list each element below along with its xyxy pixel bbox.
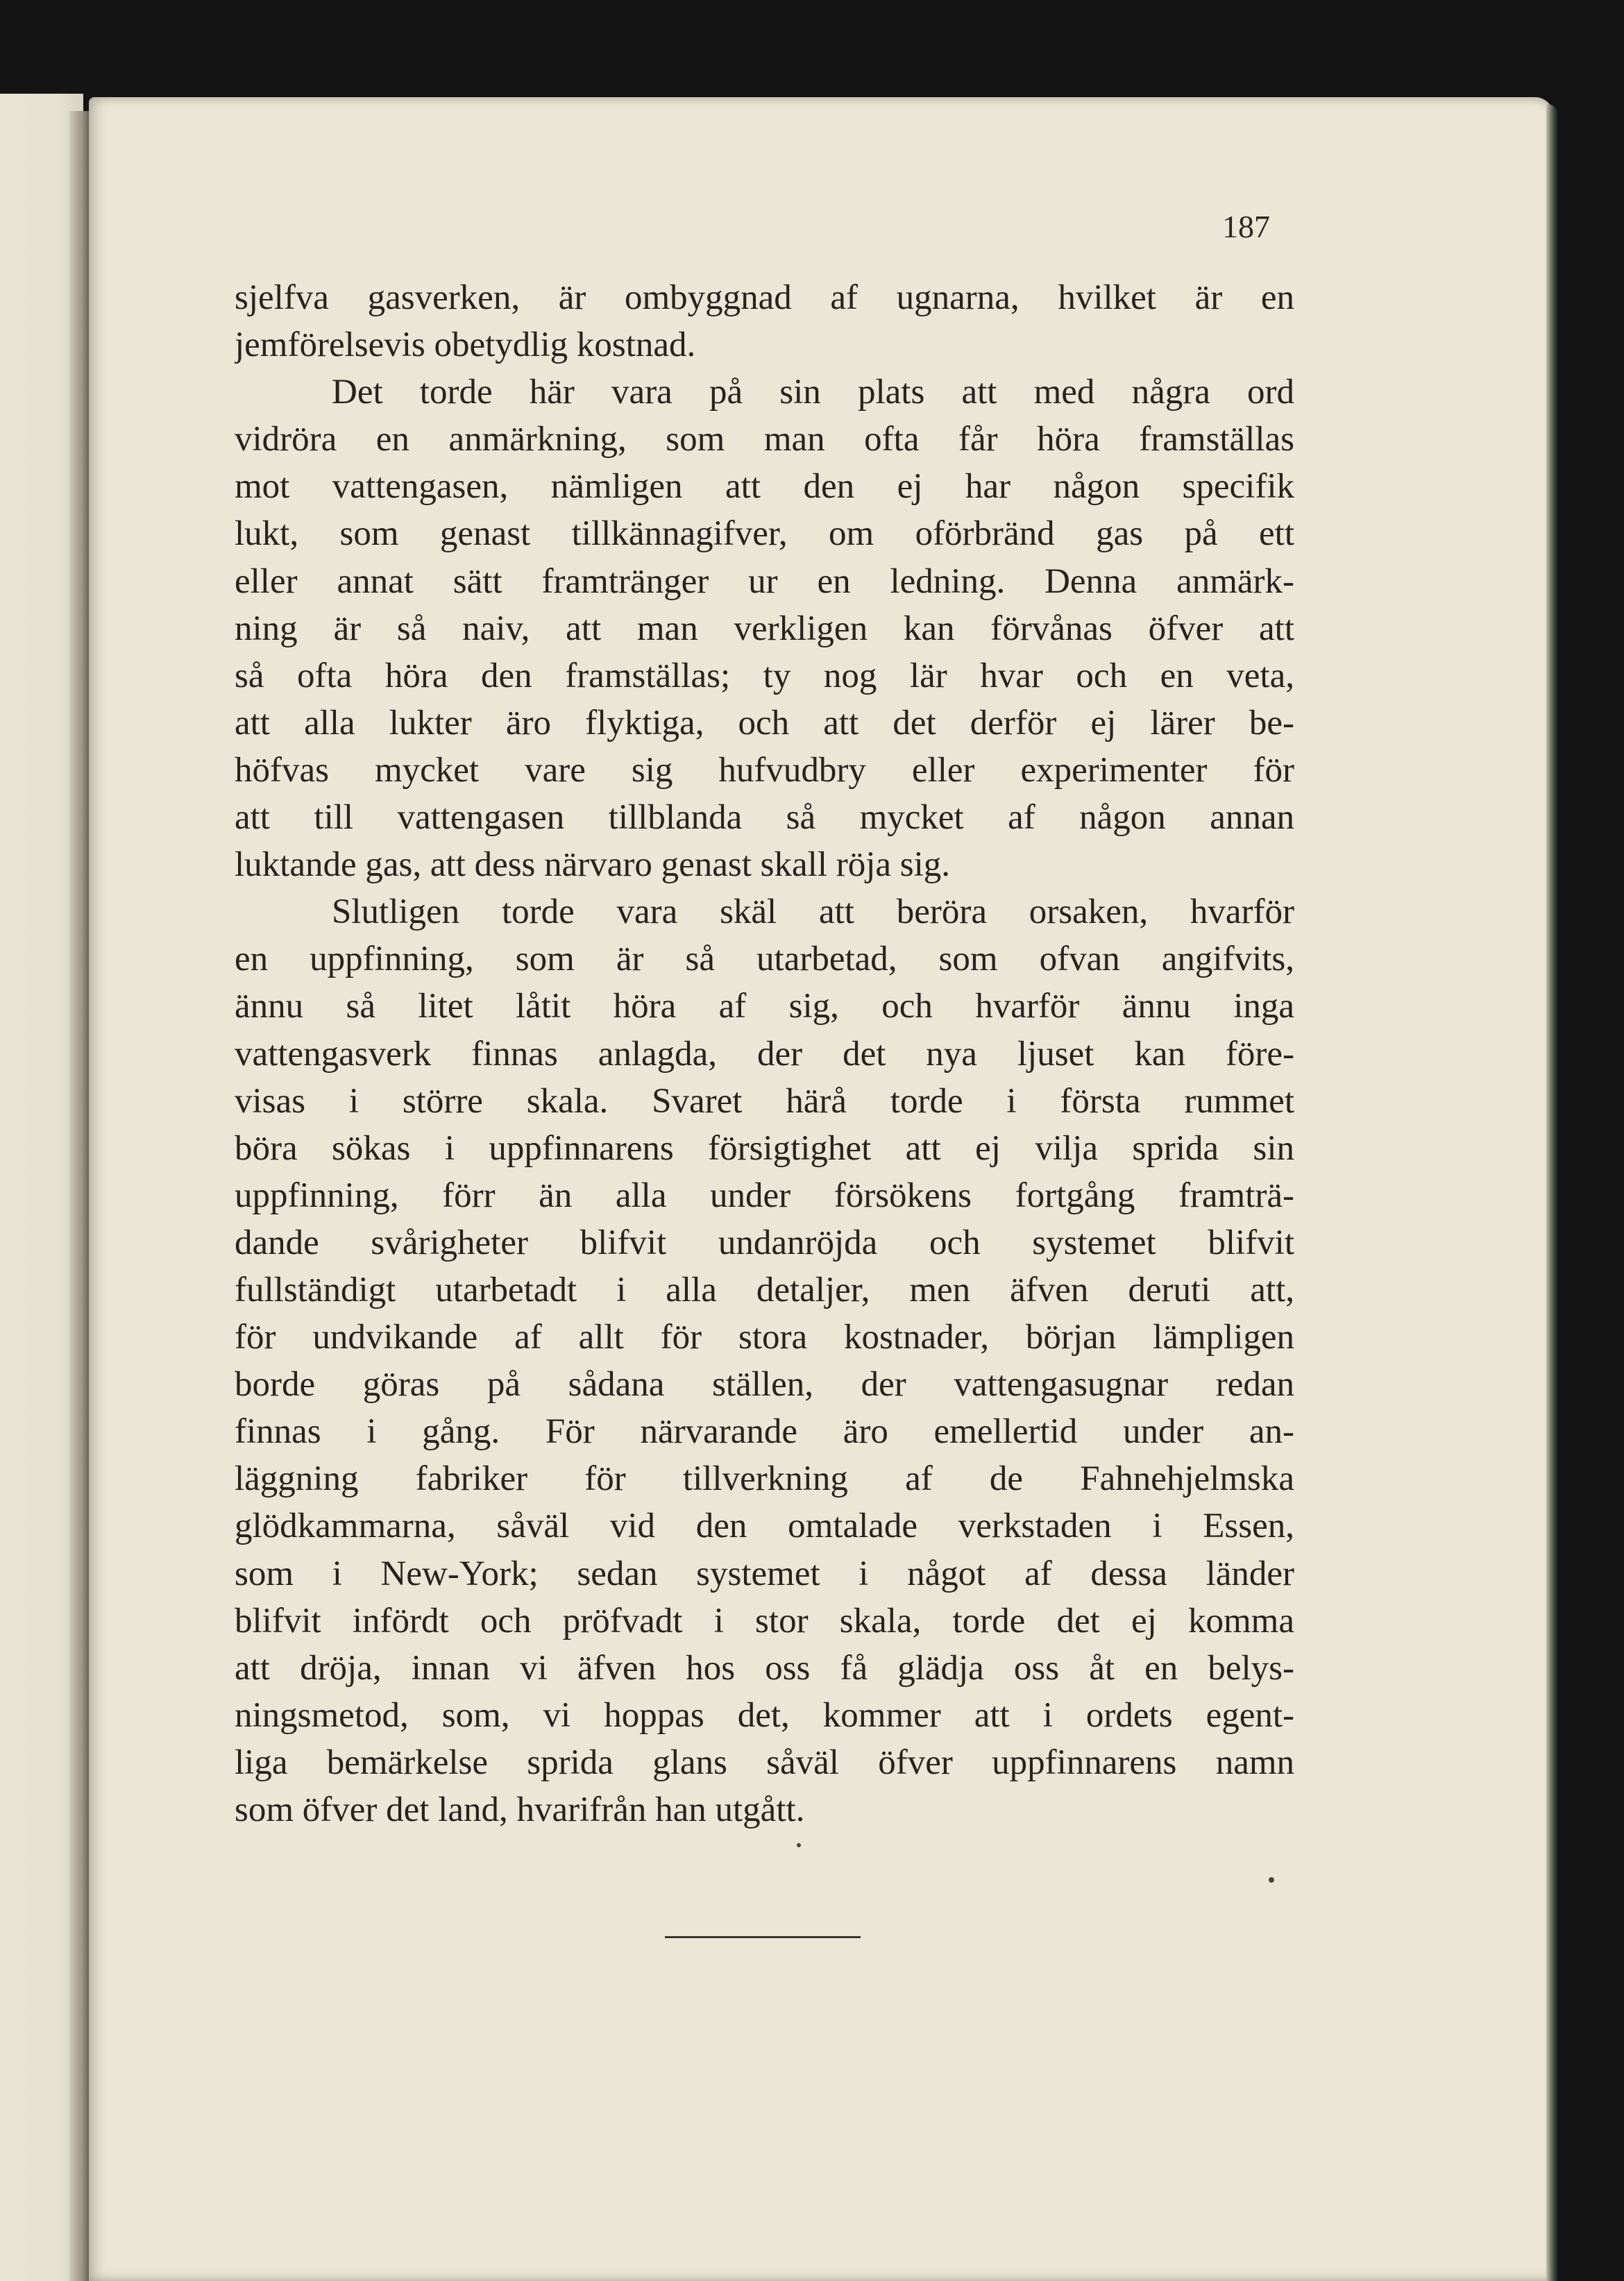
paper-speck	[1269, 1877, 1274, 1883]
text-line: en uppfinning, som är så utarbetad, som ofvan angifvits,	[235, 940, 1294, 979]
paper-speck	[797, 1843, 801, 1847]
text-line: liga bemärkelse sprida glans såväl öfver uppfinnarens namn	[235, 1742, 1294, 1782]
text-line: så ofta höra den framställas; ty nog lär hvar och en veta,	[235, 656, 1294, 695]
text-line: blifvit infördt och pröfvadt i stor skala, torde det ej komma	[235, 1601, 1294, 1640]
text-line: ningsmetod, som, vi hoppas det, kommer att i ordets egent-	[235, 1695, 1294, 1735]
text-line: visas i större skala. Svaret härå torde i första rummet	[235, 1081, 1294, 1121]
text-line: böra sökas i uppfinnarens försigtighet att ej vilja sprida sin	[235, 1128, 1294, 1168]
text-line: läggning fabriker för tillverkning af de Fahnehjelmska	[235, 1459, 1294, 1499]
text-line: höfvas mycket vare sig hufvudbry eller experimenter för	[235, 750, 1294, 790]
text-line: jemförelsevis obetydlig kostnad.	[235, 325, 696, 365]
text-line: dande svårigheter blifvit undanröjda och systemet blifvit	[235, 1223, 1294, 1262]
text-line: ännu så litet låtit höra af sig, och hvarför ännu inga	[235, 987, 1294, 1026]
text-line: Slutligen torde vara skäl att beröra orsaken, hvarför	[332, 892, 1294, 932]
text-line: sjelfva gasverken, är ombyggnad af ugnarna, hvilket är en	[235, 278, 1294, 317]
text-line: glödkammarna, såväl vid den omtalade verkstaden i Essen,	[235, 1507, 1294, 1546]
text-line: lukt, som genast tillkännagifver, om oförbränd gas på ett	[235, 514, 1294, 554]
text-line: fullständigt utarbetadt i alla detaljer, men äfven deruti att,	[235, 1270, 1294, 1309]
text-line: mot vattengasen, nämligen att den ej har någon specifik	[235, 467, 1294, 507]
text-line: att alla lukter äro flyktiga, och att det derför ej lärer be-	[235, 703, 1294, 743]
text-line: som öfver det land, hvarifrån han utgått.	[235, 1790, 805, 1829]
text-line: att till vattengasen tillblanda så mycket af någon annan	[235, 798, 1294, 838]
text-line: finnas i gång. För närvarande äro emellertid under an-	[235, 1412, 1294, 1452]
text-line: borde göras på sådana ställen, der vattengasugnar redan	[235, 1365, 1294, 1405]
book-gutter	[69, 111, 90, 2281]
text-line: ning är så naiv, att man verkligen kan förvånas öfver att	[235, 609, 1294, 648]
text-line: Det torde här vara på sin plats att med några ord	[332, 373, 1294, 412]
text-line: att dröja, innan vi äfven hos oss få glädja oss åt en belys-	[235, 1648, 1294, 1688]
text-line: uppfinning, förr än alla under försökens fortgång framträ-	[235, 1176, 1294, 1215]
text-line: för undvikande af allt för stora kostnader, början lämpligen	[235, 1318, 1294, 1357]
body-text	[235, 274, 1294, 1833]
end-rule	[665, 1936, 861, 1938]
text-line: vidröra en anmärkning, som man ofta får höra framställas	[235, 420, 1294, 459]
text-line: som i New-York; sedan systemet i något af dessa länder	[235, 1554, 1294, 1593]
page-edge-shadow	[1546, 104, 1557, 2281]
page-number: 187	[1222, 209, 1270, 244]
text-line: luktande gas, att dess närvaro genast skall röja sig.	[235, 845, 951, 885]
text-line: eller annat sätt framtränger ur en ledning. Denna anmärk-	[235, 561, 1294, 601]
text-line: vattengasverk finnas anlagda, der det nya ljuset kan före-	[235, 1034, 1294, 1074]
